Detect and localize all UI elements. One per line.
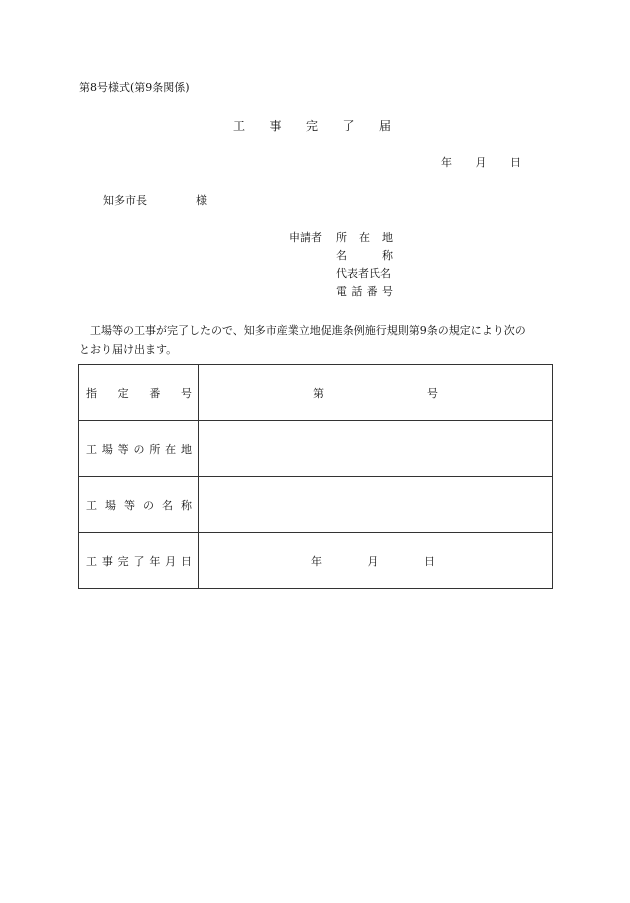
label-char: 在 bbox=[165, 442, 177, 456]
field-char: 称 bbox=[382, 249, 393, 262]
label-char: 地 bbox=[180, 442, 192, 456]
factory-name-value[interactable] bbox=[199, 477, 553, 533]
label-char: 日 bbox=[180, 554, 192, 568]
field-char: 番 bbox=[366, 285, 378, 298]
applicant-representative-field bbox=[336, 268, 391, 279]
date-day: 日 bbox=[510, 156, 521, 169]
label-char: 場 bbox=[105, 498, 116, 512]
table-row bbox=[79, 365, 553, 421]
row-label bbox=[79, 421, 199, 477]
label-char: 場 bbox=[101, 442, 113, 456]
completion-date-value[interactable] bbox=[199, 533, 553, 589]
body-line: 工場等の工事が完了したので、知多市産業立地促進条例施行規則第9条の規定により次の bbox=[79, 324, 526, 337]
value-char: 第 bbox=[313, 386, 324, 400]
value-char: 日 bbox=[424, 554, 435, 568]
date-month: 月 bbox=[475, 156, 487, 169]
label-char: 年 bbox=[149, 554, 161, 568]
label-char: 所 bbox=[149, 442, 161, 456]
field-char: 電 bbox=[336, 285, 347, 298]
applicant-label: 申請者 bbox=[289, 231, 322, 244]
field-char: 所 bbox=[336, 231, 347, 244]
label-char: 月 bbox=[165, 554, 177, 568]
body-paragraph bbox=[79, 321, 554, 359]
field-char: 号 bbox=[381, 285, 393, 298]
field-char: 在 bbox=[359, 231, 370, 244]
label-char: 名 bbox=[162, 498, 173, 512]
row-label bbox=[79, 477, 199, 533]
applicant-phone-field bbox=[336, 286, 393, 297]
label-char: 工 bbox=[86, 442, 97, 456]
label-char: 等 bbox=[117, 442, 129, 456]
applicant-name-field bbox=[336, 250, 393, 261]
table-row bbox=[79, 477, 553, 533]
field-char: 名 bbox=[336, 249, 347, 262]
designation-number-value[interactable] bbox=[199, 365, 553, 421]
label-char: 称 bbox=[181, 498, 192, 512]
title-char: 工 bbox=[233, 119, 246, 133]
label-char: 事 bbox=[101, 554, 113, 568]
addressee-honorific: 様 bbox=[196, 194, 207, 207]
addressee-name: 知多市長 bbox=[103, 194, 147, 207]
row-label bbox=[79, 365, 199, 421]
label-char: 番 bbox=[149, 386, 161, 400]
label-char: 了 bbox=[133, 554, 145, 568]
label-char: の bbox=[143, 498, 154, 512]
label-char: 定 bbox=[117, 386, 129, 400]
field-char: 代表者氏名 bbox=[336, 267, 391, 280]
label-char: の bbox=[133, 442, 145, 456]
value-char: 号 bbox=[427, 386, 438, 400]
label-char: 等 bbox=[124, 498, 135, 512]
date-line bbox=[441, 157, 521, 168]
table-row bbox=[79, 533, 553, 589]
label-char: 指 bbox=[86, 386, 97, 400]
applicant-address-field bbox=[336, 232, 393, 243]
title-char: 届 bbox=[378, 119, 391, 133]
title-char: 了 bbox=[342, 119, 355, 133]
title-char: 完 bbox=[305, 119, 318, 133]
completion-table bbox=[78, 364, 553, 589]
value-char: 年 bbox=[311, 554, 322, 568]
label-char: 工 bbox=[86, 498, 97, 512]
value-char: 月 bbox=[367, 554, 379, 568]
title-char: 事 bbox=[269, 119, 282, 133]
date-year: 年 bbox=[441, 156, 452, 169]
table-row bbox=[79, 421, 553, 477]
body-line: とおり届け出ます。 bbox=[79, 343, 178, 356]
label-char: 号 bbox=[180, 386, 192, 400]
document-title bbox=[233, 120, 391, 132]
factory-location-value[interactable] bbox=[199, 421, 553, 477]
label-char: 工 bbox=[86, 554, 97, 568]
field-char: 話 bbox=[351, 285, 363, 298]
label-char: 完 bbox=[117, 554, 129, 568]
row-label bbox=[79, 533, 199, 589]
field-char: 地 bbox=[382, 231, 393, 244]
form-number: 第8号様式(第9条関係) bbox=[79, 81, 190, 94]
